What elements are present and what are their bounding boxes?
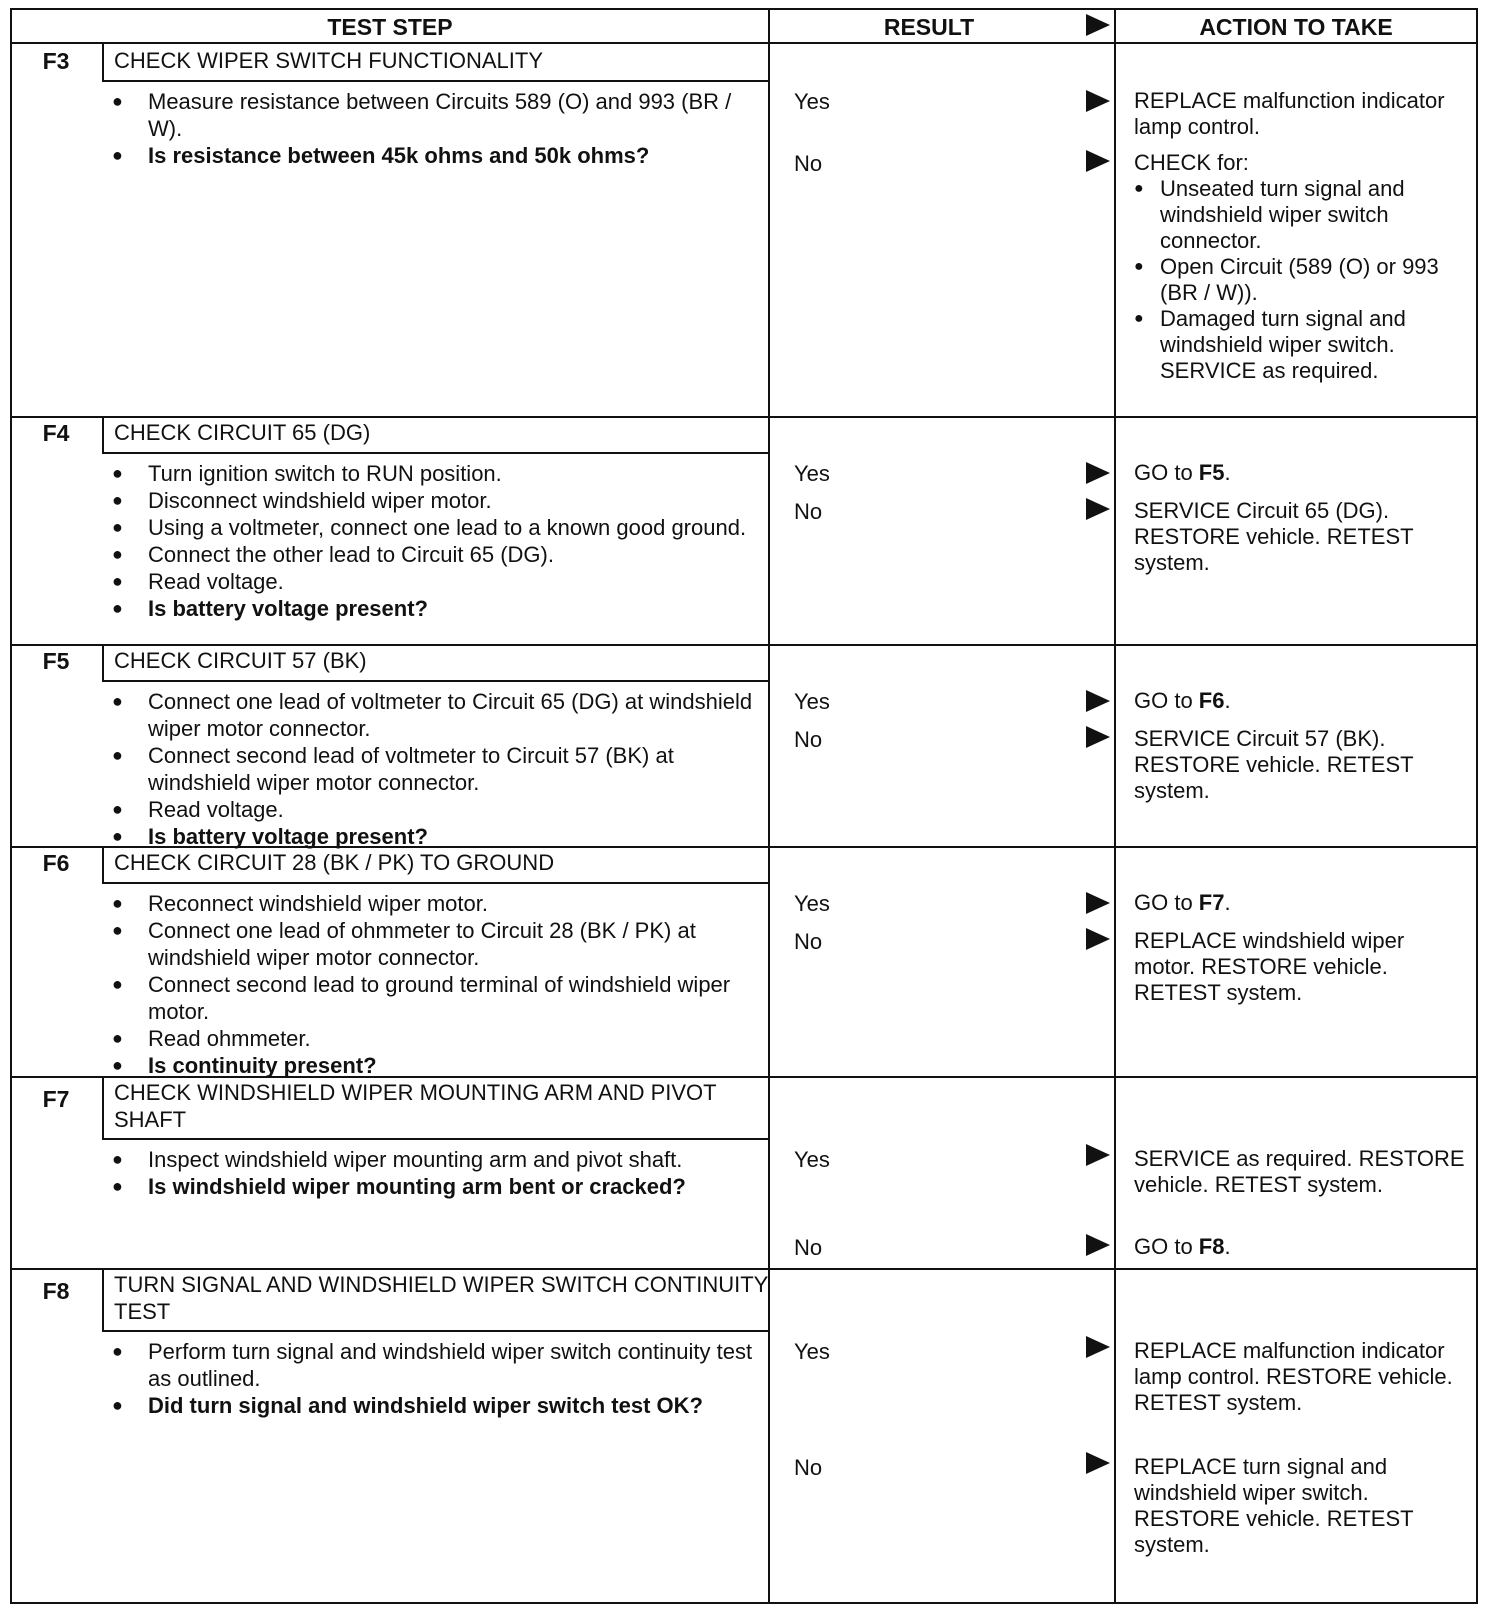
step-bullets bbox=[108, 890, 768, 1079]
action-text: REPLACE turn signal and windshield wiper switch. RESTORE vehicle. RETEST system. bbox=[1134, 1454, 1414, 1557]
step-section-f8 bbox=[10, 1268, 1478, 1604]
action-prefix: GO to bbox=[1134, 1234, 1199, 1259]
step-id: F3 bbox=[42, 48, 70, 74]
action-text: SERVICE Circuit 65 (DG). RESTORE vehicle. RETEST system. bbox=[1134, 498, 1414, 575]
action-target: F7 bbox=[1198, 890, 1225, 915]
arrow-icon bbox=[1086, 690, 1110, 712]
step-bullet: ● Perform turn signal and windshield wiper switch continuity test as outlined. bbox=[108, 1338, 768, 1392]
header-arrow-icon bbox=[1086, 14, 1110, 36]
action-text bbox=[1134, 890, 1470, 916]
header-action: ACTION TO TAKE bbox=[1199, 14, 1393, 40]
step-title: CHECK CIRCUIT 57 (BK) bbox=[102, 644, 770, 682]
step-bullets bbox=[108, 688, 768, 850]
step-bullet: ● Measure resistance between Circuits 589 (O) and 993 (BR / W). bbox=[108, 88, 768, 142]
arrow-icon bbox=[1086, 1144, 1110, 1166]
result-no: No bbox=[794, 929, 823, 954]
step-id: F5 bbox=[42, 648, 70, 674]
step-bullet: ● Inspect windshield wiper mounting arm and pivot shaft. bbox=[108, 1146, 768, 1173]
step-section-f5 bbox=[10, 644, 1478, 848]
arrow-icon bbox=[1086, 498, 1110, 520]
step-id: F6 bbox=[42, 850, 70, 876]
step-question: ● Is battery voltage present? bbox=[108, 595, 768, 622]
action-suffix: . bbox=[1224, 890, 1231, 915]
step-section-f4 bbox=[10, 416, 1478, 646]
arrow-icon bbox=[1086, 726, 1110, 748]
step-bullet: ● Disconnect windshield wiper motor. bbox=[108, 487, 768, 514]
result-yes: Yes bbox=[794, 1339, 830, 1364]
action-target: F5 bbox=[1198, 460, 1225, 485]
action-text: CHECK for: bbox=[1134, 150, 1249, 175]
step-section-f3 bbox=[10, 44, 1478, 418]
step-bullet: ● Turn ignition switch to RUN position. bbox=[108, 460, 768, 487]
action-suffix: . bbox=[1224, 460, 1231, 485]
step-section-f7 bbox=[10, 1076, 1478, 1270]
arrow-icon bbox=[1086, 1336, 1110, 1358]
step-title: TURN SIGNAL AND WINDSHIELD WIPER SWITCH CONTINUITY TEST bbox=[102, 1268, 770, 1332]
action-check-item: ● Damaged turn signal and windshield wiper switch. SERVICE as required. bbox=[1134, 306, 1470, 384]
action-text bbox=[1134, 688, 1470, 714]
arrow-icon bbox=[1086, 928, 1110, 950]
result-yes: Yes bbox=[794, 1147, 830, 1172]
step-bullets bbox=[108, 1338, 768, 1419]
step-bullet: ● Using a voltmeter, connect one lead to a known good ground. bbox=[108, 514, 768, 541]
action-suffix: . bbox=[1224, 688, 1231, 713]
step-question: ● Is resistance between 45k ohms and 50k ohms? bbox=[108, 142, 768, 169]
arrow-icon bbox=[1086, 892, 1110, 914]
step-bullet: ● Connect one lead of ohmmeter to Circuit 28 (BK / PK) at windshield wiper motor connector. bbox=[108, 917, 768, 971]
step-id: F7 bbox=[42, 1086, 70, 1112]
column-divider bbox=[768, 44, 770, 416]
step-bullets bbox=[108, 1146, 768, 1200]
step-title: CHECK WINDSHIELD WIPER MOUNTING ARM AND PIVOT SHAFT bbox=[102, 1076, 770, 1140]
arrow-icon bbox=[1086, 462, 1110, 484]
table-header bbox=[10, 8, 1478, 44]
action-prefix: GO to bbox=[1134, 460, 1199, 485]
column-divider bbox=[1114, 846, 1116, 1076]
step-bullet: ● Connect second lead to ground terminal of windshield wiper motor. bbox=[108, 971, 768, 1025]
step-question: ● Did turn signal and windshield wiper switch test OK? bbox=[108, 1392, 768, 1419]
action-check-item: ● Open Circuit (589 (O) or 993 (BR / W)). bbox=[1134, 254, 1470, 306]
action-block bbox=[1134, 150, 1470, 384]
action-prefix: GO to bbox=[1134, 890, 1199, 915]
column-divider bbox=[1114, 44, 1116, 416]
step-question: ● Is battery voltage present? bbox=[108, 823, 768, 850]
action-text: SERVICE Circuit 57 (BK). RESTORE vehicle. RETEST system. bbox=[1134, 726, 1414, 803]
result-no: No bbox=[794, 151, 823, 176]
action-target: F6 bbox=[1198, 688, 1225, 713]
action-checklist bbox=[1134, 176, 1470, 384]
arrow-icon bbox=[1086, 90, 1110, 112]
step-question: ● Is continuity present? bbox=[108, 1052, 768, 1079]
step-bullet: ● Connect second lead of voltmeter to Circuit 57 (BK) at windshield wiper motor connector. bbox=[108, 742, 768, 796]
result-yes: Yes bbox=[794, 89, 830, 114]
arrow-icon bbox=[1086, 1452, 1110, 1474]
column-divider bbox=[1114, 416, 1116, 644]
step-title: CHECK CIRCUIT 28 (BK / PK) TO GROUND bbox=[102, 846, 770, 884]
step-id: F4 bbox=[42, 420, 70, 446]
step-question: ● Is windshield wiper mounting arm bent or cracked? bbox=[108, 1173, 768, 1200]
action-target: F8 bbox=[1198, 1234, 1225, 1259]
result-yes: Yes bbox=[794, 891, 830, 916]
result-no: No bbox=[794, 499, 823, 524]
result-yes: Yes bbox=[794, 461, 830, 486]
action-text: REPLACE windshield wiper motor. RESTORE vehicle. RETEST system. bbox=[1134, 928, 1405, 1005]
action-text bbox=[1134, 1234, 1470, 1260]
action-suffix: . bbox=[1224, 1234, 1231, 1259]
step-bullet: ● Read voltage. bbox=[108, 796, 768, 823]
step-bullet: ● Reconnect windshield wiper motor. bbox=[108, 890, 768, 917]
action-text: REPLACE malfunction indicator lamp control. bbox=[1134, 88, 1445, 139]
step-bullets bbox=[108, 88, 768, 169]
diagnostic-table bbox=[10, 8, 1478, 1606]
header-test-step: TEST STEP bbox=[327, 14, 453, 40]
action-check-item: ● Unseated turn signal and windshield wiper switch connector. bbox=[1134, 176, 1470, 254]
result-no: No bbox=[794, 1455, 823, 1480]
step-title: CHECK CIRCUIT 65 (DG) bbox=[102, 416, 770, 454]
step-bullet: ● Connect one lead of voltmeter to Circuit 65 (DG) at windshield wiper motor connector. bbox=[108, 688, 768, 742]
step-bullets bbox=[108, 460, 768, 622]
result-no: No bbox=[794, 727, 823, 752]
action-text bbox=[1134, 460, 1470, 486]
step-bullet: ● Read voltage. bbox=[108, 568, 768, 595]
arrow-icon bbox=[1086, 150, 1110, 172]
step-bullet: ● Connect the other lead to Circuit 65 (DG). bbox=[108, 541, 768, 568]
action-text: REPLACE malfunction indicator lamp control. RESTORE vehicle. RETEST system. bbox=[1134, 1338, 1453, 1415]
action-text: SERVICE as required. RESTORE vehicle. RETEST system. bbox=[1134, 1146, 1465, 1197]
header-result: RESULT bbox=[883, 14, 975, 40]
column-divider bbox=[1114, 1268, 1116, 1602]
step-section-f6 bbox=[10, 846, 1478, 1078]
column-divider bbox=[1114, 1076, 1116, 1268]
action-prefix: GO to bbox=[1134, 688, 1199, 713]
arrow-icon bbox=[1086, 1234, 1110, 1256]
step-id: F8 bbox=[42, 1278, 70, 1304]
step-title: CHECK WIPER SWITCH FUNCTIONALITY bbox=[102, 44, 770, 82]
result-yes: Yes bbox=[794, 689, 830, 714]
result-no: No bbox=[794, 1235, 823, 1260]
column-divider bbox=[1114, 644, 1116, 846]
step-bullet: ● Read ohmmeter. bbox=[108, 1025, 768, 1052]
